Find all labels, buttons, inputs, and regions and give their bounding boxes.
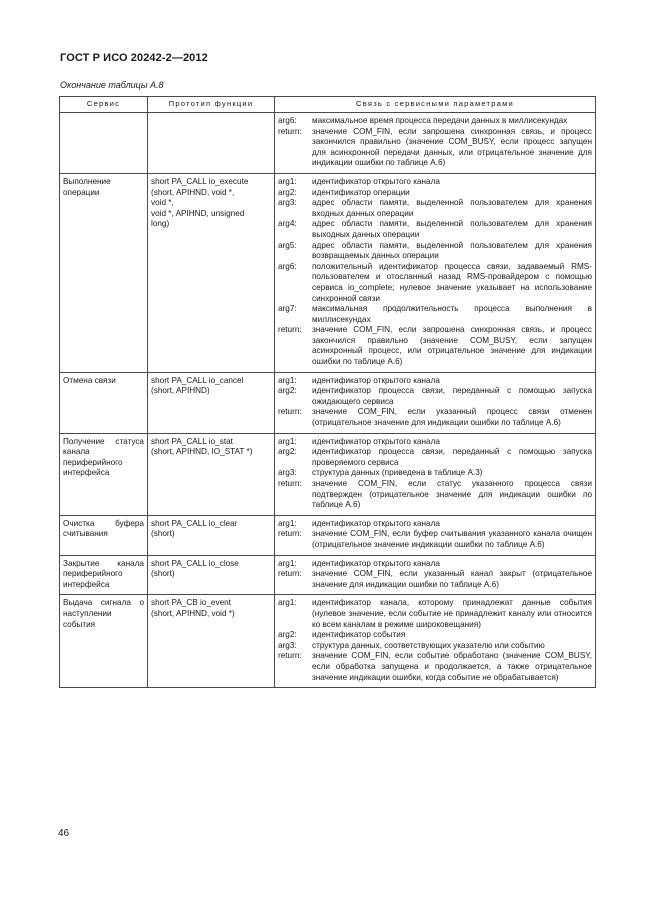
table-row — [60, 595, 596, 688]
column-header-params: Связь с сервисными параметрами — [275, 97, 596, 113]
param-description: идентификатор открытого канала — [312, 176, 440, 186]
param-name: arg1: — [278, 176, 297, 186]
param-entry — [278, 447, 592, 468]
param-name: arg3: — [278, 640, 297, 650]
param-name: arg1: — [278, 558, 297, 568]
param-name: arg3: — [278, 198, 297, 208]
param-name: return: — [278, 325, 302, 335]
param-description: значение COM_FIN, если буфер считывания указанного канала очищен (отрицательное значение индикации ошибки по таблице А.6) — [312, 529, 592, 549]
prototype-line: (short, APIHND, IO_STAT *) — [151, 447, 253, 457]
param-entry — [278, 641, 592, 652]
param-description: идентификатор открытого канала — [312, 436, 440, 446]
param-name: arg1: — [278, 598, 297, 608]
param-entry — [278, 519, 592, 530]
param-entry — [278, 630, 592, 641]
param-description: максимальное время процесса передачи данных в миллисекундах — [312, 116, 568, 125]
service-cell: Выдача сигнала о наступлении события — [60, 595, 148, 688]
param-name: arg2: — [278, 630, 297, 640]
column-header-service: Сервис — [60, 97, 148, 113]
param-description: положительный идентификатор процесса связи, задаваемый RMS-пользователем и отосланный назад RMS-провайдером с помощью сервиса io_complete; нулевое значение указывает на использование синхронной связи — [312, 261, 592, 303]
prototype-line: (short, APIHND, void *) — [151, 608, 235, 618]
prototype-line: (short, APIHND) — [151, 386, 210, 396]
params-cell — [275, 173, 596, 372]
param-name: arg4: — [278, 219, 297, 229]
param-entry — [278, 116, 592, 127]
param-description: адрес области памяти, выделенной пользователем для хранения входных данных операции — [312, 198, 592, 218]
param-description: идентификатор открытого канала — [312, 558, 440, 568]
table-row — [60, 113, 596, 174]
param-name: arg6: — [278, 116, 297, 125]
table-body — [60, 113, 596, 688]
param-entry — [278, 241, 592, 262]
param-entry — [278, 479, 592, 511]
param-description: максимальная продолжительность процесса выполнения в миллисекундах — [312, 304, 592, 324]
param-name: return: — [278, 569, 302, 579]
param-name: arg1: — [278, 375, 297, 385]
param-name: arg7: — [278, 304, 297, 314]
prototype-cell — [148, 555, 275, 595]
prototype-cell — [148, 515, 275, 555]
service-cell — [60, 113, 148, 174]
param-name: return: — [278, 407, 302, 417]
param-description: идентификатор канала, которому принадлежат данные события (нулевое значение, если событие не принадлежит каналу или относится ко всем каналам в режиме широковещания) — [312, 598, 592, 629]
params-cell — [275, 595, 596, 688]
prototype-line: long) — [151, 219, 170, 229]
param-entry — [278, 198, 592, 219]
param-name: arg6: — [278, 261, 297, 271]
param-description: значение COM_FIN, если событие обработано (значение COM_BUSY, если обработка запущена и продолжается, а также отрицательное значение индикации ошибки, когда событие не обрабатывается) — [312, 651, 592, 682]
prototype-line: short PA_CALL io_cancel — [151, 375, 244, 385]
table-row — [60, 515, 596, 555]
prototype-line: short PA_CALL io_execute — [151, 176, 249, 186]
params-cell — [275, 433, 596, 515]
functions-table — [59, 96, 596, 688]
param-name: arg1: — [278, 436, 297, 446]
param-description: идентификатор события — [312, 630, 406, 640]
table-row — [60, 372, 596, 433]
param-entry — [278, 262, 592, 304]
param-name: arg5: — [278, 240, 297, 250]
prototype-cell — [148, 433, 275, 515]
param-description: идентификатор процесса связи, переданный с помощью запуска проверяемого сервиса — [312, 447, 592, 467]
param-entry — [278, 188, 592, 199]
service-cell: Получение статуса канала периферийного интерфейса — [60, 433, 148, 515]
param-description: значение COM_FIN, если запрошена синхронная связь, и процесс закончился правильно (значение COM_BUSY, если процесс запущен для асинхронной передачи данных, или отрицательное значение для индикации ошибки по таблице А.6) — [312, 126, 592, 168]
param-name: return: — [278, 479, 302, 488]
table-row — [60, 173, 596, 372]
param-entry — [278, 407, 592, 428]
param-description: структура данных (приведена в таблице А.3) — [312, 468, 483, 478]
service-cell: Закрытие канала периферийного интерфейса — [60, 555, 148, 595]
table-caption: Окончание таблицы А.8 — [60, 80, 164, 90]
service-cell: Отмена связи — [60, 372, 148, 433]
table-header-row — [60, 97, 596, 113]
prototype-cell — [148, 595, 275, 688]
param-description: структура данных, соответствующих указателю или событию — [312, 640, 545, 650]
param-entry — [278, 177, 592, 188]
prototype-line: (short) — [151, 529, 175, 539]
param-description: значение COM_FIN, если запрошена синхронная связь, и процесс закончился правильно (значение COM_BUSY, если запущен асинхронный процесс, или отрицательное значение для индикации ошибки по таблице А.6) — [312, 325, 592, 367]
param-entry — [278, 468, 592, 479]
prototype-line: short PA_CALL io_stat — [151, 436, 233, 446]
column-header-prototype: Прототип функции — [148, 97, 275, 113]
param-entry — [278, 127, 592, 169]
prototype-line: short PA_CALL io_close — [151, 558, 239, 568]
param-name: return: — [278, 126, 302, 136]
param-name: arg3: — [278, 468, 297, 478]
param-description: значение COM_FIN, если указанный процесс связи отменен (отрицательное значение для индикации ошибки по таблице А.6) — [312, 407, 592, 428]
param-name: arg1: — [278, 518, 297, 528]
param-name: return: — [278, 651, 302, 661]
param-name: arg2: — [278, 386, 297, 396]
prototype-line: (short, APIHND, void *, — [151, 187, 235, 197]
prototype-line: void *, — [151, 198, 174, 208]
param-name: arg2: — [278, 447, 297, 457]
param-entry — [278, 304, 592, 325]
param-entry — [278, 559, 592, 570]
prototype-line: (short) — [151, 569, 175, 579]
param-name: arg2: — [278, 187, 297, 197]
document-title: ГОСТ Р ИСО 20242-2—2012 — [60, 52, 208, 64]
param-entry — [278, 386, 592, 407]
prototype-line: void *, APIHND, unsigned — [151, 208, 245, 218]
param-entry — [278, 219, 592, 240]
param-entry — [278, 651, 592, 683]
params-cell — [275, 113, 596, 174]
prototype-line: short PA_CALL io_clear — [151, 518, 238, 528]
params-cell — [275, 555, 596, 595]
prototype-line: short PA_CB io_event — [151, 598, 231, 608]
param-description: адрес области памяти, выделенной пользователем для хранения выходных данных операции — [312, 219, 592, 239]
param-entry — [278, 376, 592, 387]
prototype-cell — [148, 113, 275, 174]
params-cell — [275, 515, 596, 555]
param-entry — [278, 569, 592, 590]
param-entry — [278, 437, 592, 448]
param-description: идентификатор процесса связи, переданный с помощью запуска ожидающего сервиса — [312, 386, 592, 406]
param-name: return: — [278, 529, 302, 539]
param-entry — [278, 529, 592, 550]
table-row — [60, 555, 596, 595]
page-number: 46 — [58, 828, 70, 839]
service-cell: Очистка буфера считывания — [60, 515, 148, 555]
param-description: адрес области памяти, выделенной пользователем для хранения возвращаемых данных операции — [312, 240, 592, 261]
param-description: идентификатор открытого канала — [312, 518, 440, 528]
service-cell: Выполнение операции — [60, 173, 148, 372]
prototype-cell — [148, 372, 275, 433]
prototype-cell — [148, 173, 275, 372]
param-description: значение COM_FIN, если указанный канал закрыт (отрицательное значение для индикации ошибки по таблице А.6) — [312, 569, 592, 589]
param-description: идентификатор открытого канала — [312, 375, 440, 385]
param-entry — [278, 325, 592, 367]
params-cell — [275, 372, 596, 433]
param-description: идентификатор операции — [312, 187, 410, 197]
param-description: значение COM_FIN, если статус указанного процесса связи подтвержден (отрицательное значение для индикации ошибки по таблице А.6) — [312, 479, 592, 510]
param-entry — [278, 598, 592, 630]
table-row — [60, 433, 596, 515]
